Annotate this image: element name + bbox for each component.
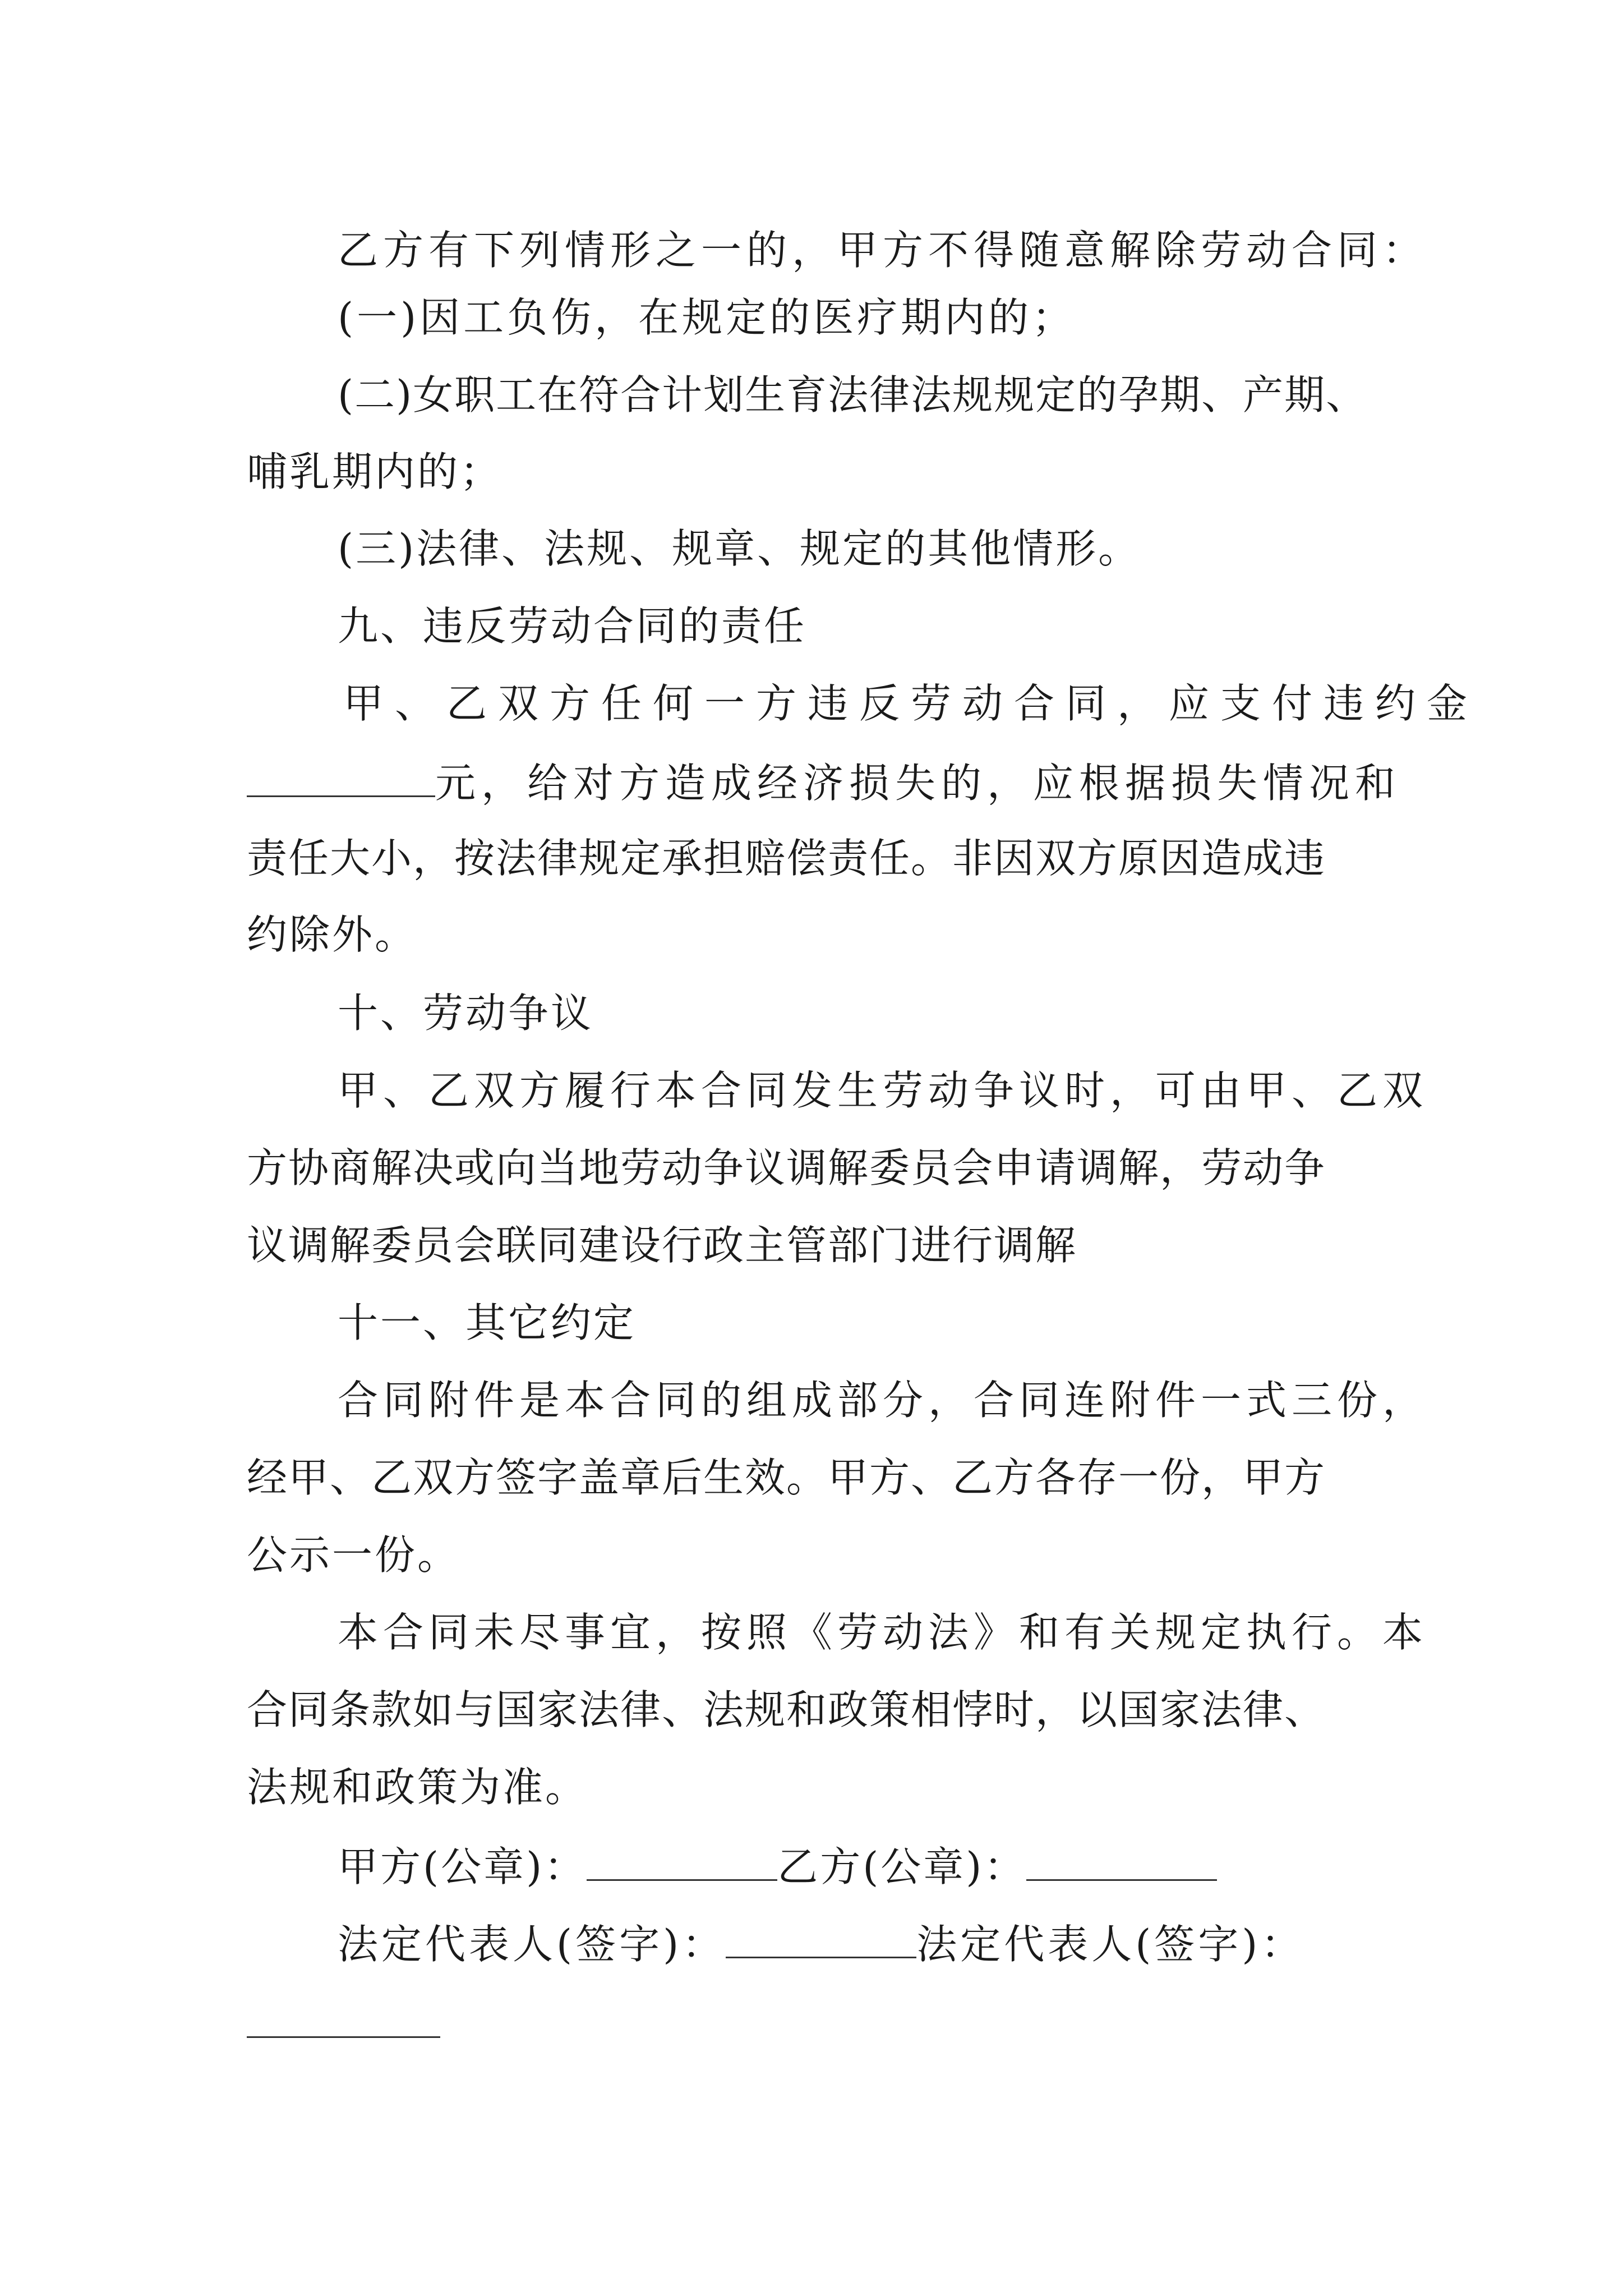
- party-a-seal-blank[interactable]: [587, 1846, 777, 1881]
- paragraph-line: (二)女职工在符合计划生育法律法规规定的孕期、产期、: [338, 371, 1368, 418]
- paragraph-line: 乙方有下列情形之一的，甲方不得随意解除劳动合同：: [338, 227, 1428, 274]
- paragraph-line: 合同条款如与国家法律、法规和政策相悖时，以国家法律、: [247, 1686, 1326, 1733]
- legal-rep-b-blank[interactable]: [247, 2036, 440, 2038]
- paragraph-line: 哺乳期内的；: [247, 448, 503, 495]
- paragraph-line: 议调解委员会联同建设行政主管部门进行调解: [247, 1222, 1077, 1269]
- signature-row-seal: [338, 1843, 1217, 1890]
- paragraph-line: 方协商解决或向当地劳动争议调解委员会申请调解，劳动争: [247, 1144, 1326, 1191]
- paragraph-line: (三)法律、法规、规章、规定的其他情形。: [338, 525, 1141, 572]
- paragraph-line: 公示一份。: [247, 1531, 460, 1579]
- paragraph-line: (一)因工负伤，在规定的医疗期内的；: [338, 294, 1076, 341]
- section-heading: 十一、其它约定: [338, 1299, 637, 1346]
- legal-rep-b-label: 法定代表人(签字)：: [916, 1921, 1305, 1968]
- legal-rep-a-blank[interactable]: [726, 1923, 916, 1958]
- paragraph-line: [247, 760, 1401, 807]
- paragraph-text: 元，给对方造成经济损失的，应根据损失情况和: [435, 760, 1401, 807]
- signature-row-legal-rep: [338, 1921, 1305, 1968]
- paragraph-line: 经甲、乙双方签字盖章后生效。甲方、乙方各存一份，甲方: [247, 1454, 1326, 1501]
- paragraph-line: 甲、乙双方任何一方违反劳动合同，应支付违约金: [343, 680, 1479, 727]
- section-heading: 十、劳动争议: [338, 990, 594, 1037]
- paragraph-line: 责任大小，按法律规定承担赔偿责任。非因双方原因造成违: [247, 835, 1326, 882]
- party-b-seal-label: 乙方(公章)：: [777, 1843, 1027, 1890]
- paragraph-line: 约除外。: [247, 911, 418, 958]
- paragraph-line: 法规和政策为准。: [247, 1764, 588, 1811]
- party-b-seal-blank[interactable]: [1026, 1846, 1217, 1881]
- penalty-amount-blank[interactable]: [247, 762, 435, 797]
- paragraph-line: 本合同未尽事宜，按照《劳动法》和有关规定执行。本: [338, 1609, 1428, 1656]
- paragraph-line: 合同附件是本合同的组成部分，合同连附件一式三份，: [338, 1377, 1428, 1424]
- party-a-seal-label: 甲方(公章)：: [338, 1843, 587, 1890]
- paragraph-line: 甲、乙双方履行本合同发生劳动争议时，可由甲、乙双: [338, 1067, 1428, 1114]
- section-heading: 九、违反劳动合同的责任: [338, 602, 807, 650]
- legal-rep-a-label: 法定代表人(签字)：: [338, 1921, 726, 1968]
